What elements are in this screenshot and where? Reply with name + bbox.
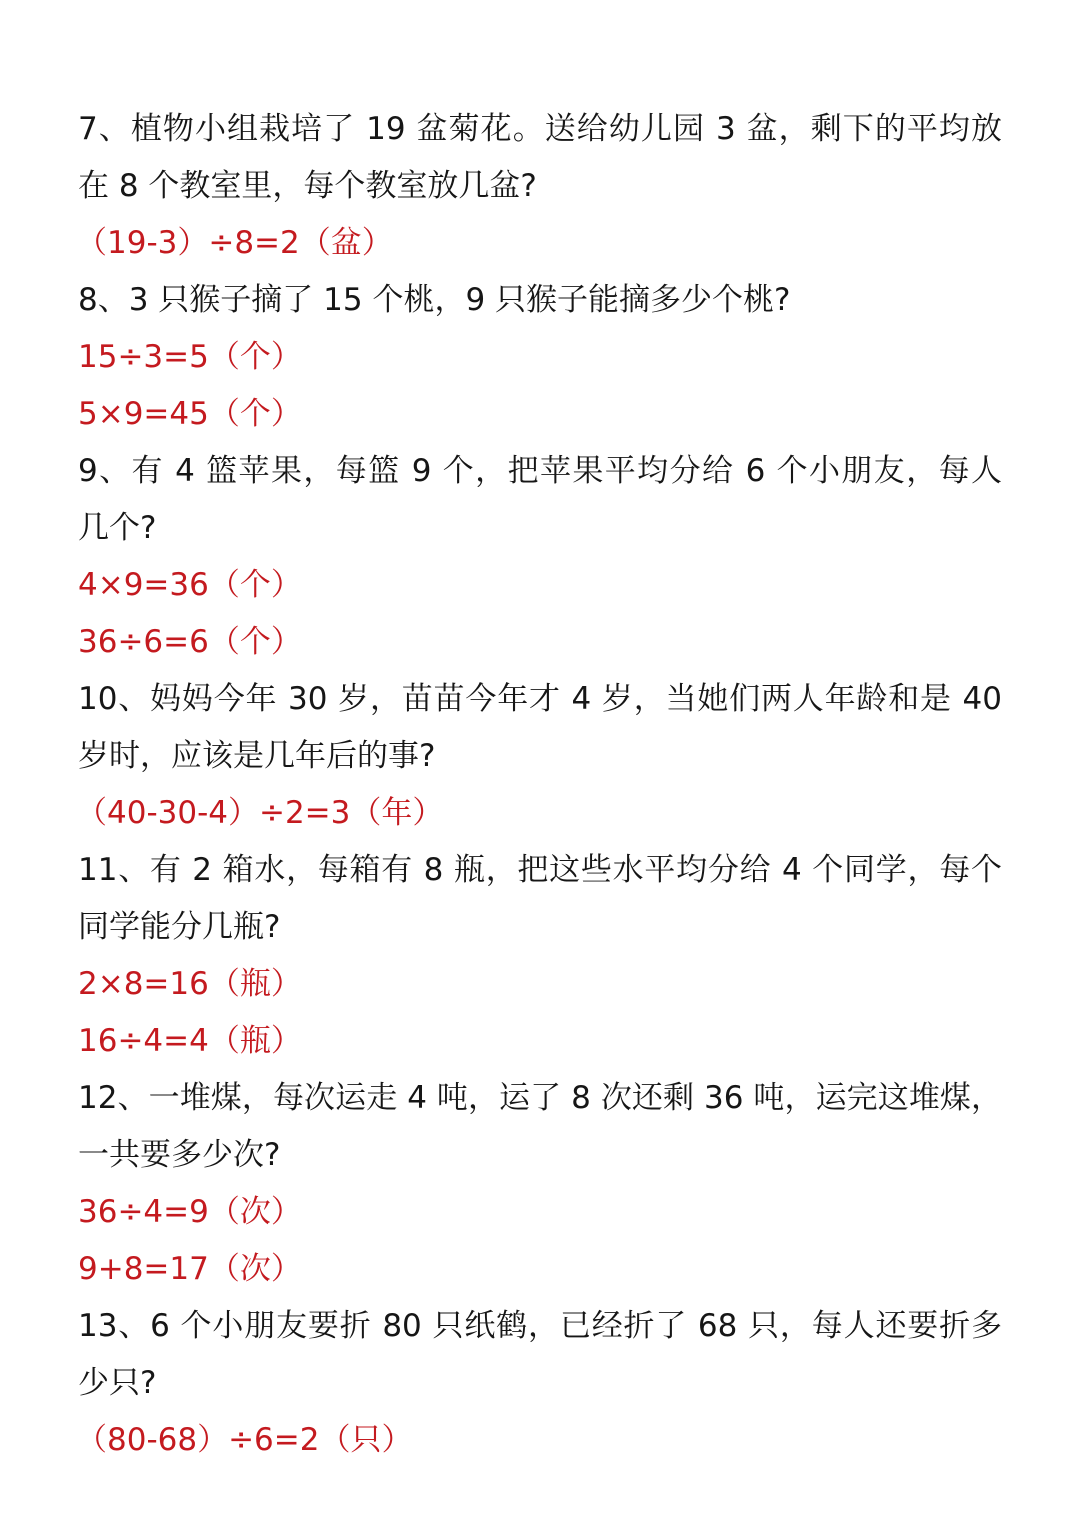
problem-9-question-line-1: 9、有 4 篮苹果，每篮 9 个，把苹果平均分给 6 个小朋友，每人	[78, 453, 1002, 489]
problem-8-question-line-1: 8、3 只猴子摘了 15 个桃，9 只猴子能摘多少个桃?	[78, 282, 791, 318]
problem-11-answer-line-1: 2×8=16（瓶）	[78, 966, 302, 1002]
problem-10-answer-line-1: （40-30-4）÷2=3（年）	[76, 795, 444, 831]
problem-10-question-line-2: 岁时，应该是几年后的事?	[78, 738, 436, 774]
problem-9-question-line-2: 几个?	[78, 510, 157, 546]
problem-12-question-line-2: 一共要多少次?	[78, 1137, 281, 1173]
problem-12-answer-line-2: 9+8=17（次）	[78, 1251, 302, 1287]
problem-12-answer-line-1: 36÷4=9（次）	[78, 1194, 302, 1230]
problem-13-question-line-2: 少只?	[78, 1365, 157, 1401]
problem-11-answer-line-2: 16÷4=4（瓶）	[78, 1023, 302, 1059]
problem-11-question-line-1: 11、有 2 箱水，每箱有 8 瓶，把这些水平均分给 4 个同学，每个	[78, 852, 1002, 888]
problem-13-answer-line-1: （80-68）÷6=2（只）	[76, 1422, 413, 1458]
problem-8-answer-line-2: 5×9=45（个）	[78, 396, 302, 432]
problem-7-question-line-1: 7、植物小组栽培了 19 盆菊花。送给幼儿园 3 盆，剩下的平均放	[78, 111, 1002, 147]
problem-9-answer-line-1: 4×9=36（个）	[78, 567, 302, 603]
problem-7-answer-line-1: （19-3）÷8=2（盆）	[76, 225, 393, 261]
problem-10-question-line-1: 10、妈妈今年 30 岁，苗苗今年才 4 岁，当她们两人年龄和是 40	[78, 681, 1002, 717]
problem-12-question-line-1: 12、一堆煤，每次运走 4 吨，运了 8 次还剩 36 吨，运完这堆煤，	[78, 1080, 1002, 1116]
problem-7-question-line-2: 在 8 个教室里，每个教室放几盆?	[78, 168, 537, 204]
problem-8-answer-line-1: 15÷3=5（个）	[78, 339, 302, 375]
problem-13-question-line-1: 13、6 个小朋友要折 80 只纸鹤，已经折了 68 只，每人还要折多	[78, 1308, 1002, 1344]
problem-9-answer-line-2: 36÷6=6（个）	[78, 624, 302, 660]
problem-11-question-line-2: 同学能分几瓶?	[78, 909, 281, 945]
